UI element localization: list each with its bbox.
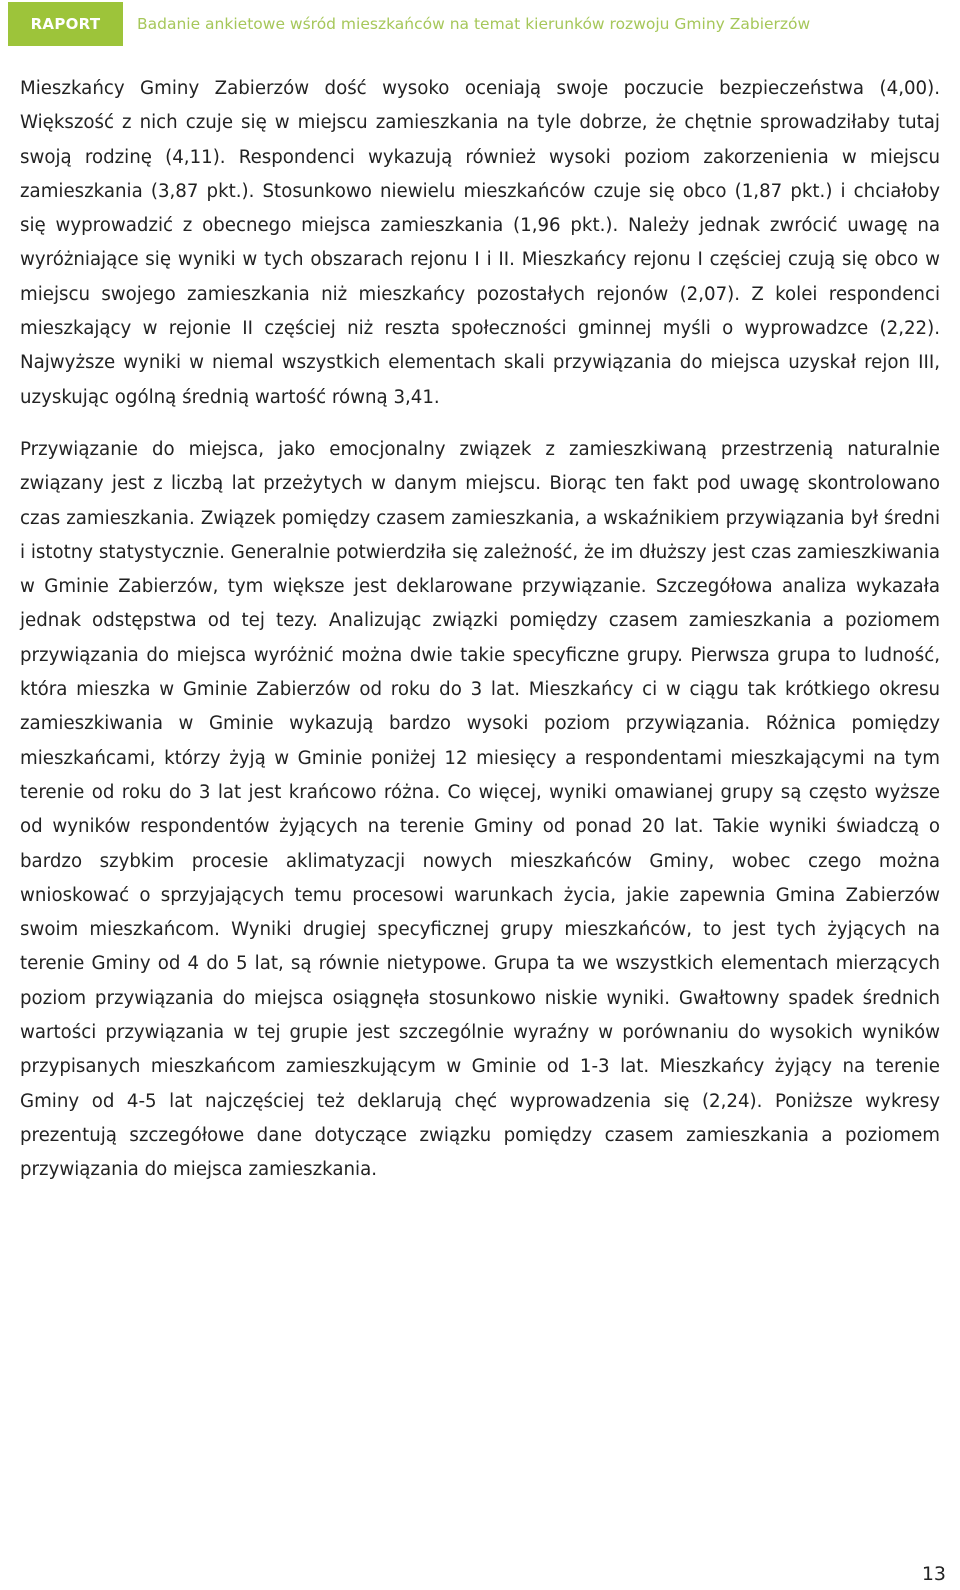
page-number: 13 — [921, 1563, 946, 1585]
paragraph-residence-time: Przywiązanie do miejsca, jako emocjonalny związek z zamieszkiwaną przestrzenią naturalnie związany jest z liczbą lat przeżytych w danym miejscu. Biorąc ten fakt pod uwagę skontrolowano czas zamieszkania. Związek pomiędzy czasem zamieszkania, a wskaźnikiem przywiązania był średni i istotny statystycznie. Generalnie potwierdziła się zależność, że im dłuższy jest czas zamieszkiwania w Gminie Zabierzów, tym większe jest deklarowane przywiązanie. Szczegółowa analiza wykazała jednak odstępstwa od tej tezy. Analizując związki pomiędzy czasem zamieszkania a poziomem przywiązania do miejsca wyróżnić można dwie takie specyficzne grupy. Pierwsza grupa to ludność, która mieszka w Gminie Zabierzów od roku do 3 lat. Mieszkańcy ci w ciągu tak krótkiego okresu zamieszkiwania w Gminie wykazują bardzo wysoki poziom przywiązania. Różnica pomiędzy mieszkańcami, którzy żyją w Gminie poniżej 12 miesięcy a respondentami mieszkającymi na tym terenie od roku do 3 lat jest krańcowo różna. Co więcej, wyniki omawianej grupy są często wyższe od wyników respondentów żyjących na terenie Gminy od ponad 20 lat. Takie wyniki świadczą o bardzo szybkim procesie aklimatyzacji nowych mieszkańców Gminy, wobec czego można wnioskować o sprzyjających temu procesowi warunkach życia, jakie zapewnia Gmina Zabierzów swoim mieszkańcom. Wyniki drugiej specyficznej grupy mieszkańców, to jest tych żyjących na terenie Gminy od 4 do 5 lat, są równie nietypowe. Grupa ta we wszystkich elementach mierzących poziom przywiązania do miejsca osiągnęła stosunkowo niskie wyniki. Gwałtowny spadek średnich wartości przywiązania w tej grupie jest szczególnie wyraźny w porównaniu do wysokich wyników przypisanych mieszkańcom zamieszkującym w Gminie od 1-3 lat. Mieszkańcy żyjący na terenie Gminy od 4-5 lat najczęściej też deklarują chęć wyprowadzenia się (2,24). Poniższe wykresy prezentują szczegółowe dane dotyczące związku pomiędzy czasem zamieszkania a poziomem przywiązania do miejsca zamieszkania. — [20, 438, 940, 1181]
header-title: Badanie ankietowe wśród mieszkańców na temat kierunków rozwoju Gminy Zabierzów — [137, 15, 811, 33]
page-header — [8, 2, 810, 46]
report-badge: RAPORT — [8, 2, 123, 46]
document-body — [20, 72, 940, 1188]
paragraph-safety-attachment: Mieszkańcy Gminy Zabierzów dość wysoko oceniają swoje poczucie bezpieczeństwa (4,00). Większość z nich czuje się w miejscu zamieszkania na tyle dobrze, że chętnie sprowadziłaby tutaj swoją rodzinę (4,11). Respondenci wykazują również wysoki poziom zakorzenienia w miejscu zamieszkania (3,87 pkt.). Stosunkowo niewielu mieszkańców czuje się obco (1,87 pkt.) i chciałoby się wyprowadzić z obecnego miejsca zamieszkania (1,96 pkt.). Należy jednak zwrócić uwagę na wyróżniające się wyniki w tych obszarach rejonu I i II. Mieszkańcy rejonu I częściej czują się obco w miejscu swojego zamieszkania niż mieszkańcy pozostałych rejonów (2,07). Z kolei respondenci mieszkający w rejonie II częściej niż reszta społeczności gminnej myśli o wyprowadzce (2,22). Najwyższe wyniki w niemal wszystkich elementach skali przywiązania do miejsca uzyskał rejon III, uzyskując ogólną średnią wartość równą 3,41. — [20, 78, 940, 408]
